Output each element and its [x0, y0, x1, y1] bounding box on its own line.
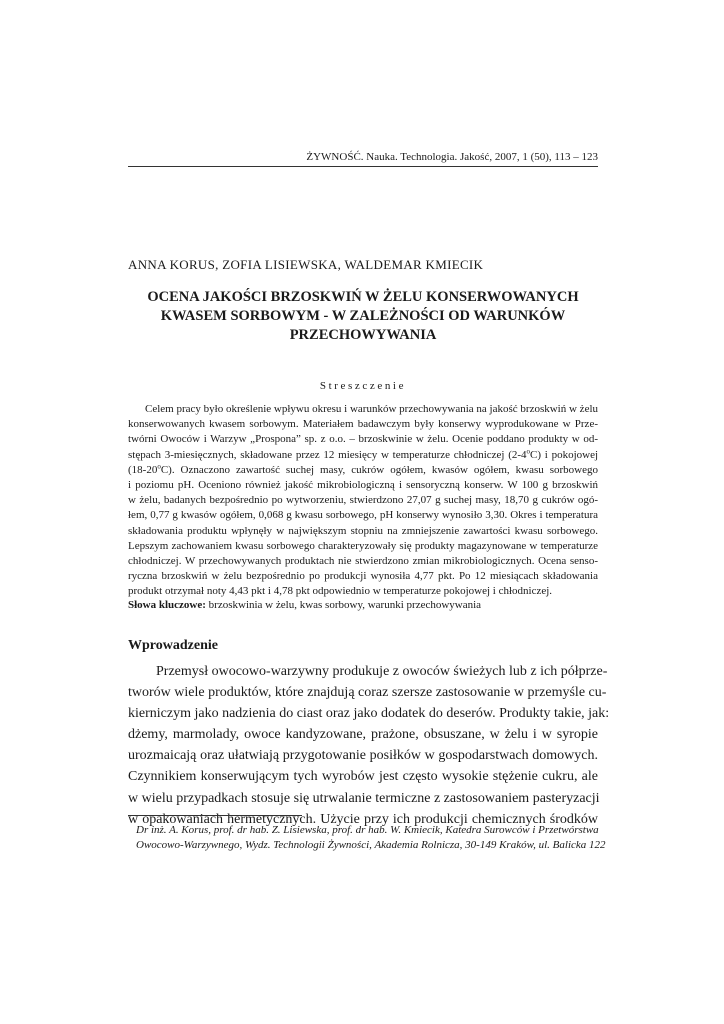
body-line: w opakowaniach hermetycznych. Użycie przy ich produkcji chemicznych środków	[128, 811, 598, 827]
abstract-line: produkt otrzymał noty 4,43 pkt i 4,78 pkt odpowiednio w temperaturze pokojowej i chłodniczej.	[128, 585, 553, 598]
running-header: ŻYWNOŚĆ. Nauka. Technologia. Jakość, 2007, 1 (50), 113 – 123	[306, 151, 598, 163]
title-line: PRZECHOWYWANIA	[289, 327, 437, 343]
abstract-line: i poziomu pH. Oceniono również jakość mikrobiologiczną i sensoryczną konserw. W 100 g brzoskwiń	[128, 478, 598, 491]
body-line: tworów wiele produktów, które znajdują coraz szersze zastosowanie w przemyśle cu-	[128, 685, 607, 701]
body-line: w wielu przypadkach stosuje się utrwalanie termiczne z zastosowaniem pasteryzacji	[128, 790, 600, 806]
body-line: Czynnikiem konserwującym tych wyrobów jest często wysokie stężenie cukru, ale	[128, 769, 598, 785]
abstract-line: Celem pracy było określenie wpływu okresu i warunków przechowywania na jakość brzoskwiń w żelu	[145, 403, 599, 415]
keywords-text: brzoskwinia w żelu, kwas sorbowy, warunki przechowywania	[205, 599, 482, 611]
title-line: KWASEM SORBOWYM - W ZALEŻNOŚCI OD WARUNKÓW	[160, 308, 566, 324]
keywords	[128, 599, 598, 611]
footnote-rule	[128, 815, 302, 816]
abstract-heading: Streszczenie	[319, 380, 407, 392]
section-heading: Wprowadzenie	[128, 638, 218, 653]
body-line: urozmaicają oraz ułatwiają przygotowanie posiłków w gospodarstwach domowych.	[128, 748, 598, 764]
abstract-line: Lepszym zachowaniem kwasu sorbowego charakteryzowały się produkty magazynowane w temperaturze	[128, 539, 598, 552]
header-rule	[128, 166, 598, 167]
abstract-line: ryczna brzoskwiń w żelu bezpośrednio po produkcji wynosiła 4,77 pkt. Po 12 miesiącach składowania	[128, 570, 598, 583]
abstract-line: w żelu, badanych bezpośrednio po wytworzeniu, stwierdzono 27,07 g suchej masy, 18,70 g cukrów ogó-	[128, 494, 598, 507]
abstract-line: składowania produktu wpłynęły w największym stopniu na zmniejszenie zawartości kwasu sorbowego.	[128, 524, 598, 537]
title-line: OCENA JAKOŚCI BRZOSKWIŃ W ŻELU KONSERWOWANYCH	[147, 289, 579, 305]
abstract-line: twórni Owoców i Warzyw „Prospona” sp. z o.o. – brzoskwinie w żelu. Ocenie poddano produkty w od-	[128, 433, 598, 446]
paper-title	[128, 288, 598, 345]
keywords-label: Słowa kluczowe:	[128, 599, 206, 611]
body-line: dżemy, marmolady, owoce kandyzowane, prażone, obsuszane, w żelu i w syropie	[128, 727, 598, 743]
body-line: Przemysł owocowo-warzywny produkuje z owoców świeżych lub z ich półprze-	[156, 664, 608, 679]
abstract-line: konserwowanych kwasem sorbowym. Materiałem badawczym były konserwy wyprodukowane w Prze-	[128, 418, 598, 431]
abstract	[128, 402, 598, 599]
abstract-line: stępach 3-miesięcznych, składowane przez 12 miesięcy w temperaturze chłodniczej (2-4$^o$C) i pokojowej	[128, 446, 599, 461]
footnote-line: Owocowo-Warzywnego, Wydz. Technologii Żywności, Akademia Rolnicza, 30-149 Kraków, ul. Balicka 122	[136, 838, 606, 851]
abstract-line: chłodniczej. W przechowywanych produktach nie stwierdzono zmian mikrobiologicznych. Ocena senso-	[128, 554, 598, 567]
footnote	[136, 823, 606, 852]
authors: ANNA KORUS, ZOFIA LISIEWSKA, WALDEMAR KMIECIK	[128, 257, 484, 272]
abstract-line: łem, 0,77 g kwasów ogółem, 0,068 g kwasu sorbowego, pH konserwy wynosiło 3,30. Okres i temperatura	[128, 509, 598, 522]
body-line: kierniczym jako nadzienia do ciast oraz jako dodatek do deserów. Produkty takie, jak:	[128, 706, 610, 722]
abstract-line: (18-20$^o$C). Oznaczono zawartość suchej masy, cukrów ogółem, kwasów ogółem, kwasu sorbowego	[128, 462, 598, 476]
footnote-line: Dr inż. A. Korus, prof. dr hab. Z. Lisiewska, prof. dr hab. W. Kmiecik, Katedra Surowców i Przetwórstwa	[136, 824, 599, 836]
